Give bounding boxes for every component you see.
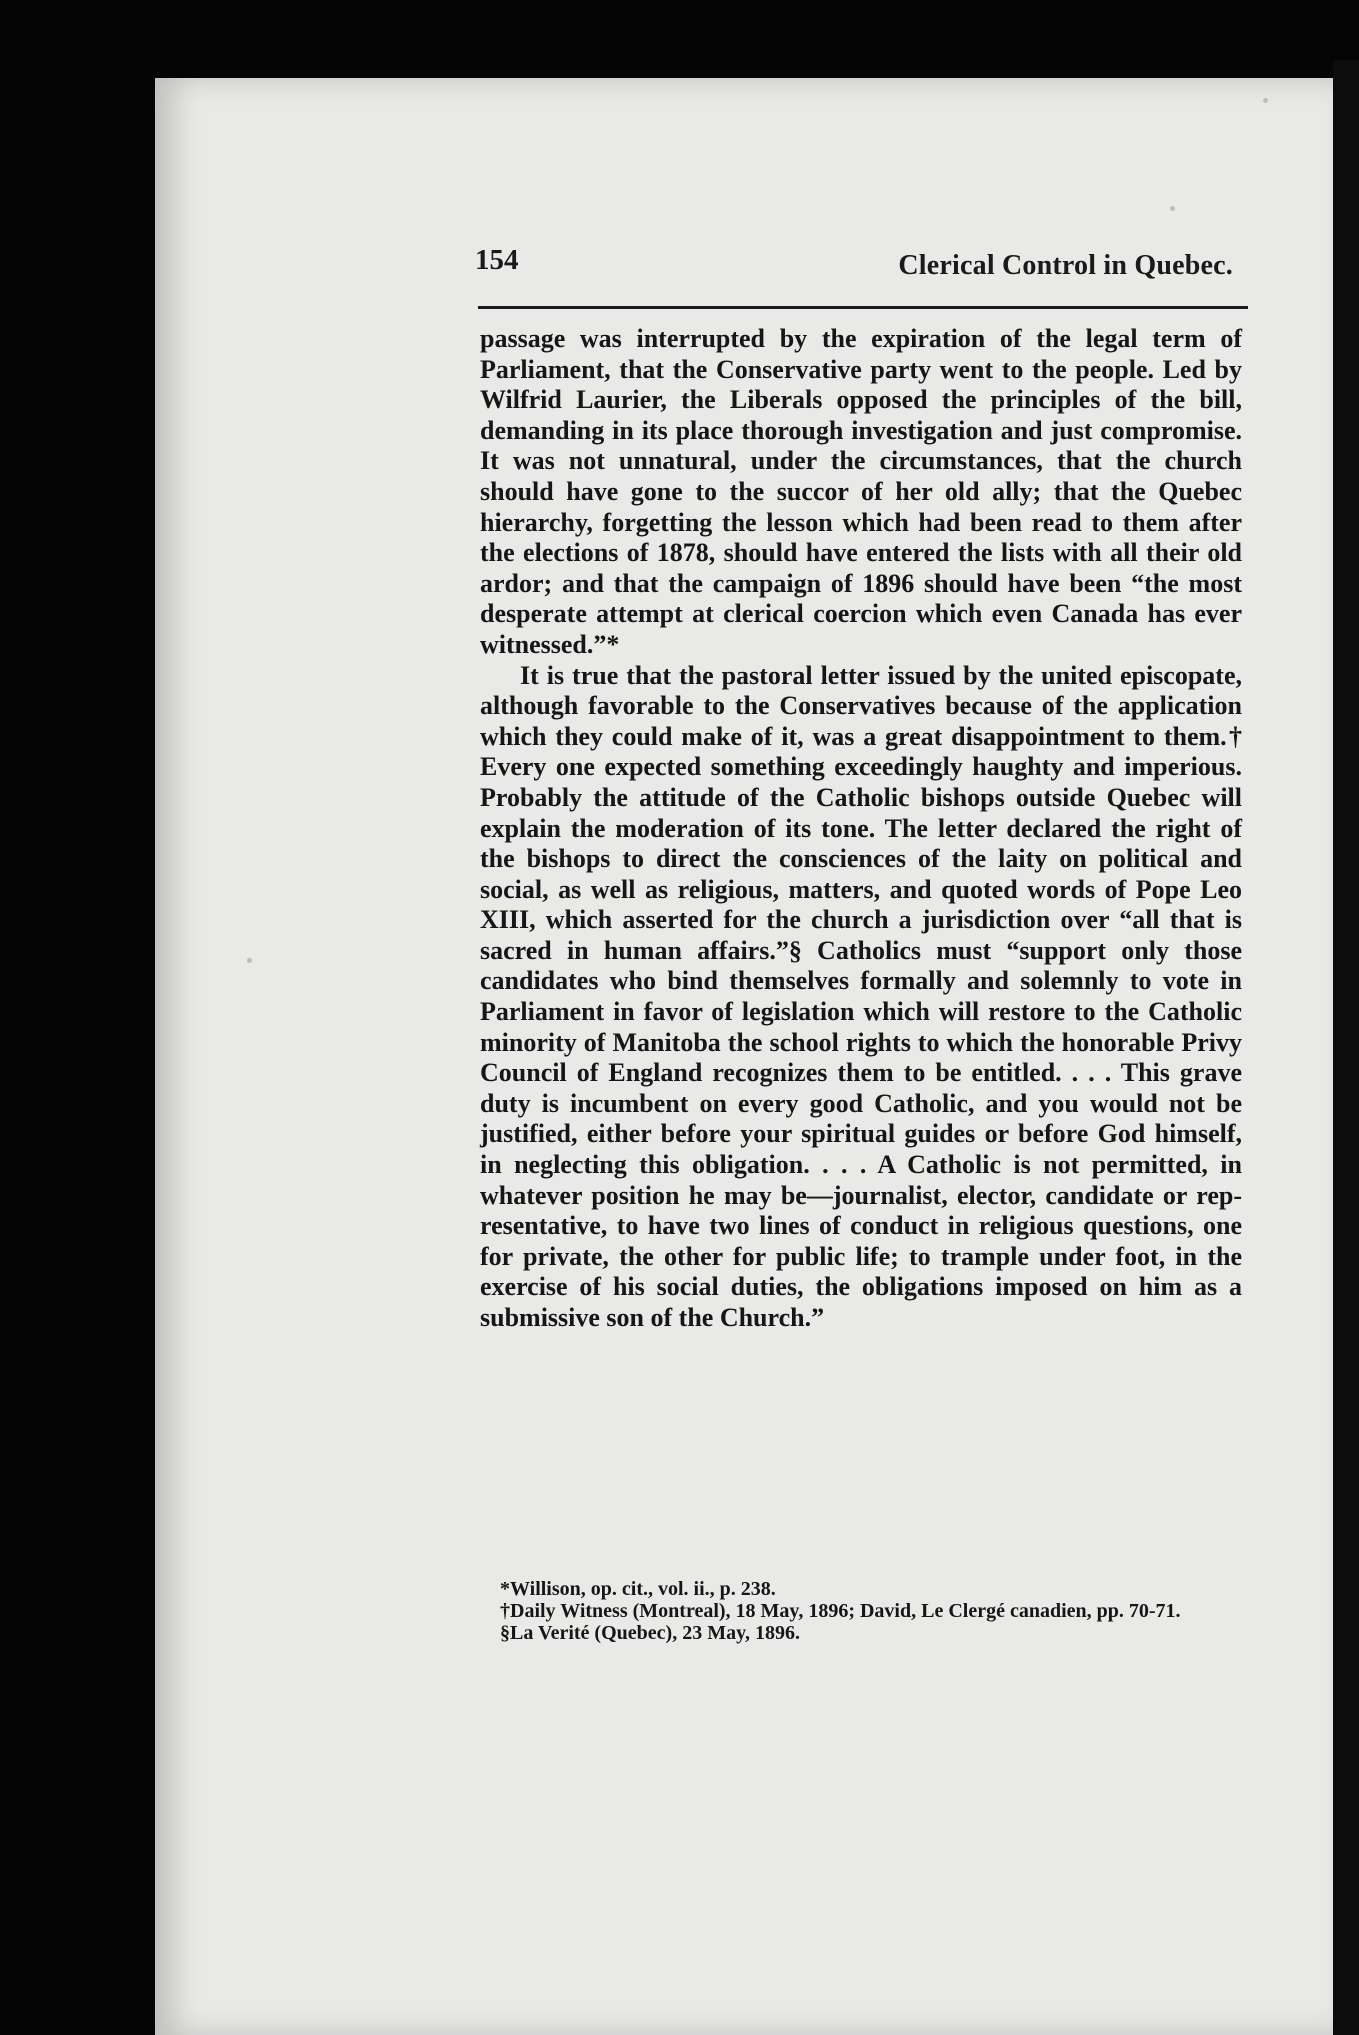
paragraph: passage was interrupted by the expiration of the legal term of Parliament, that the Conservative party went to the people. Led by Wilfrid Laurier, the Liberals opposed the principles of the bill, demanding in its place thorough investigation and just compromise. It was not unnatural, under the circumstances, that the church should have gone to the succor of her old ally; that the Quebec hierarchy, forgetting the lesson which had been read to them after the elections of 1878, should have entered the lists with all their old ardor; and that the campaign of 1896 should have been “the most desperate attempt at clerical coercion which even Canada has ever witnessed.”* <box>480 324 1242 659</box>
footnote: §La Verité (Quebec), 23 May, 1896. <box>500 1622 800 1644</box>
page-number: 154 <box>475 244 519 276</box>
paper-speck <box>1263 98 1268 103</box>
paragraph: It is true that the pastoral letter issued by the united episcopate, although favorable to the Conservatives because of the application which they could make of it, was a great disappointment to them.† Every one expected something exceedingly haughty and imperious. Probably the attitude of the Catholic bishops outside Quebec will explain the moderation of its tone. The letter declared the right of the bishops to direct the consciences of the laity on political and social, as well as religious, matters, and quoted words of Pope Leo XIII, which asserted for the church a jurisdiction over “all that is sacred in human affairs.”§ Catholics must “support only those candidates who bind themselves formally and solemnly to vote in Parliament in favor of legislation which will restore to the Catholic minority of Manitoba the school rights to which the honorable Privy Council of England recognizes them to be entitled. . . . This grave duty is incumbent on every good Catholic, and you would not be justified, either before your spiritual guides or before God himself, in neglecting this obligation. . . . A Catholic is not permitted, in whatever position he may be—journalist, elector, candidate or representative, to have two lines of conduct in religious questions, one for private, the other for public life; to trample under foot, in the exercise of his social duties, the obligations imposed on him as a submissive son of the Church.” <box>480 660 1242 1332</box>
header-rule <box>478 306 1248 309</box>
book-edge-shadow <box>1333 60 1359 2035</box>
footnote: †Daily Witness (Montreal), 18 May, 1896; David, Le Clergé canadien, pp. 70-71. <box>500 1600 1181 1622</box>
footnote: *Willison, op. cit., vol. ii., p. 238. <box>500 1578 776 1600</box>
paper-speck <box>1170 206 1175 211</box>
footnotes <box>480 1578 1242 1644</box>
paper-speck <box>247 958 252 963</box>
page-header <box>475 244 1233 304</box>
main-text <box>480 324 1242 1334</box>
running-title: Clerical Control in Quebec. <box>898 250 1233 281</box>
